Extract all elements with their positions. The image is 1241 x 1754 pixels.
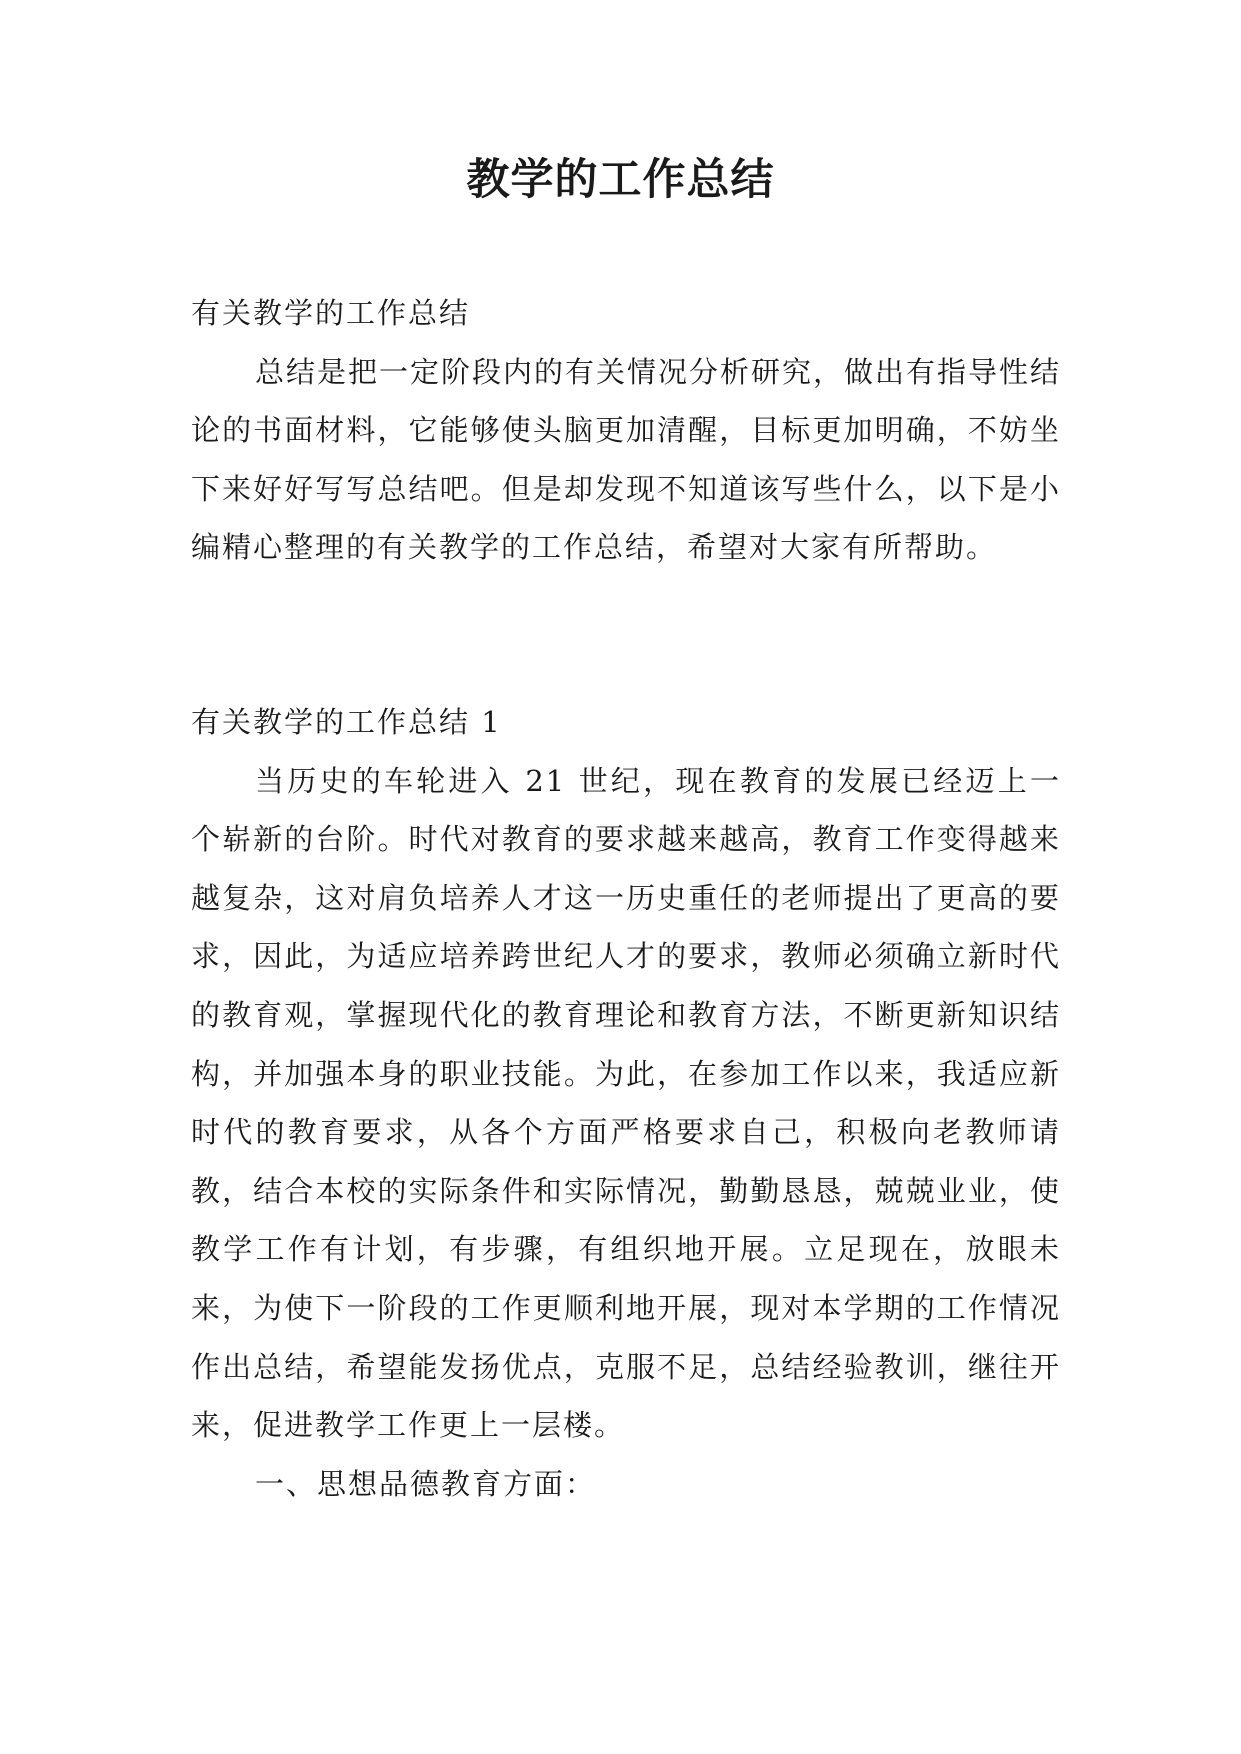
document-title: 教学的工作总结 — [466, 155, 775, 205]
intro-heading: 有关教学的工作总结 — [191, 296, 471, 330]
section-heading: 有关教学的工作总结 1 — [191, 705, 502, 739]
section-paragraph: 当历史的车轮进入 21 世纪，现在教育的发展已经迈上一个崭新的台阶。时代对教育的要求越来越高，教育工作变得越来越复杂，这对肩负培养人才这一历史重任的老师提出了更高的要求，因此，为适应培养跨世纪人才的要求，教师必须确立新时代的教育观，掌握现代化的教育理论和教育方法，不断更新知识结构，并加强本身的职业技能。为此，在参加工作以来，我适应新时代的教育要求，从各个方面严格要求自己，积极向老教师请教，结合本校的实际条件和实际情况，勤勤恳恳，兢兢业业，使教学工作有计划，有步骤，有组织地开展。立足现在，放眼未来，为使下一阶段的工作更顺利地开展，现对本学期的工作情况作出总结，希望能发扬优点，克服不足，总结经验教训，继往开来，促进教学工作更上一层楼。 — [191, 763, 1061, 1443]
section-1 — [191, 693, 1061, 1513]
intro-section — [191, 284, 1061, 577]
subsection-heading: 一、思想品德教育方面： — [255, 1466, 597, 1501]
intro-paragraph: 总结是把一定阶段内的有关情况分析研究，做出有指导性结论的书面材料，它能够使头脑更加清醒，目标更加明确，不妨坐下来好好写写总结吧。但是却发现不知道该写些什么，以下是小编精心整理的有关教学的工作总结，希望对大家有所帮助。 — [191, 354, 1062, 565]
